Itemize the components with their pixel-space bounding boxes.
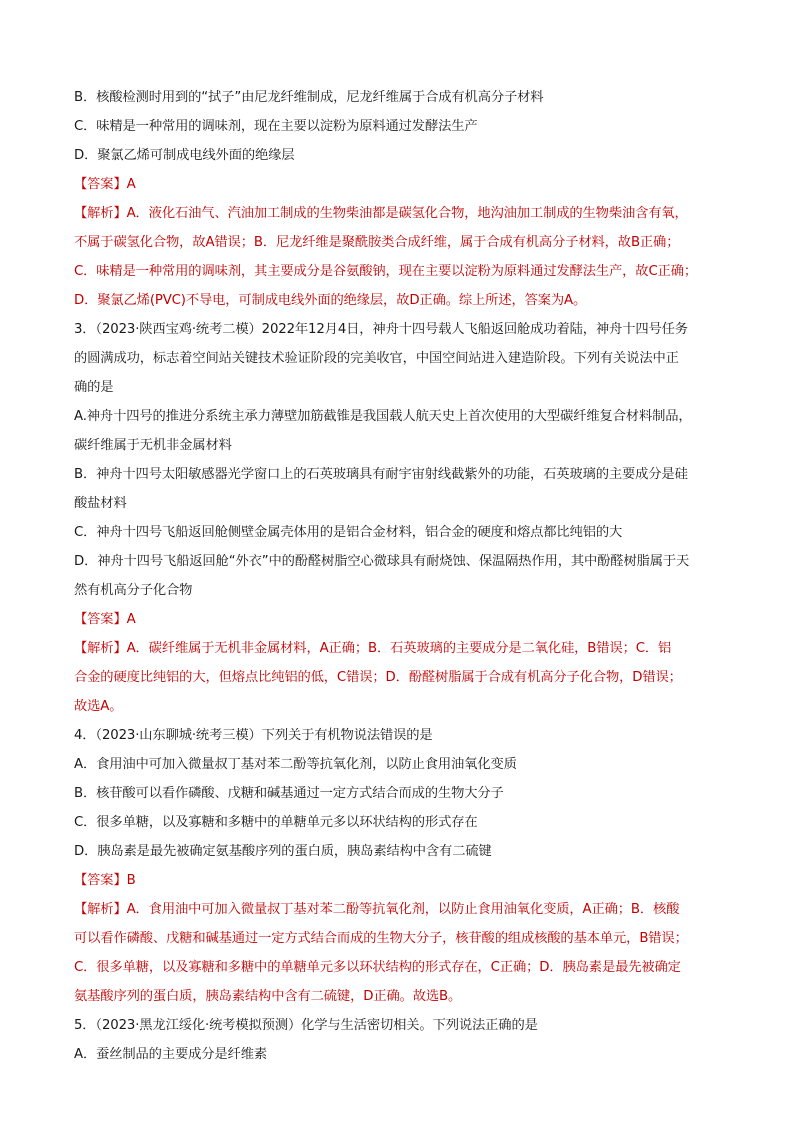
q4-answer-line — [74, 871, 724, 891]
q4-analysis-line-4: 氨基酸序列的蛋白质，胰岛素结构中含有二硫键，D正确。故选B。 — [74, 989, 462, 1004]
q3-answer-value: A — [126, 612, 136, 627]
q2-option-d: D．聚氯乙烯可制成电线外面的绝缘层 — [74, 148, 295, 163]
q5-stem: 5．（2023·黑龙江绥化·统考模拟预测）化学与生活密切相关。下列说法正确的是 — [74, 1018, 538, 1033]
q2-analysis-line-1: 【解析】A．液化石油气、汽油加工制成的生物柴油都是碳氢化合物，地沟油加工制成的生物柴油含有氧， — [74, 206, 688, 221]
answer-tag: 【答案】 — [74, 177, 127, 192]
q2-analysis-line-2: 不属于碳氢化合物，故A错误；B．尼龙纤维是聚酰胺类合成纤维，属于合成有机高分子材料，故B正确； — [74, 235, 680, 250]
answer-tag: 【答案】 — [74, 873, 127, 888]
q3-option-a-line-1: A.神舟十四号的推进分系统主承力薄壁加筋截锥是我国载人航天史上首次使用的大型碳纤维复合材料制品， — [74, 409, 692, 424]
q2-analysis-line-4: D．聚氯乙烯(PVC)不导电，可制成电线外面的绝缘层，故D正确。综上所述，答案为A。 — [74, 293, 587, 308]
q2-analysis-line-3: C．味精是一种常用的调味剂，其主要成分是谷氨酸钠，现在主要以淀粉为原料通过发酵法生产，故C正确； — [74, 264, 698, 279]
q4-analysis-line-1: 【解析】A．食用油中可加入微量叔丁基对苯二酚等抗氧化剂，以防止食用油氧化变质，A正确；B．核酸 — [74, 902, 680, 917]
q3-option-d-line-2: 然有机高分子化合物 — [74, 583, 193, 598]
q3-stem-line-1: 3．（2023·陕西宝鸡·统考二模）2022年12月4日，神舟十四号载人飞船返回舱成功着陆，神舟十四号任务 — [74, 322, 688, 337]
q3-analysis-line-2: 合金的硬度比纯铝的大，但熔点比纯铝的低，C错误；D．酚醛树脂属于合成有机高分子化合物，D错误； — [74, 670, 682, 685]
q3-stem-line-3: 确的是 — [74, 380, 114, 395]
q3-option-c: C．神舟十四号飞船返回舱侧壁金属壳体用的是铝合金材料，铝合金的硬度和熔点都比纯铝的大 — [74, 525, 623, 540]
q4-option-d: D．胰岛素是最先被确定氨基酸序列的蛋白质，胰岛素结构中含有二硫键 — [74, 844, 492, 859]
q3-option-b-line-2: 酸盐材料 — [74, 496, 127, 511]
q2-option-c: C．味精是一种常用的调味剂，现在主要以淀粉为原料通过发酵法生产 — [74, 119, 478, 134]
q3-analysis-line-1: 【解析】A．碳纤维属于无机非金属材料，A正确；B．石英玻璃的主要成分是二氧化硅，B错误；C．铝 — [74, 641, 672, 656]
q4-option-c: C．很多单糖，以及寡糖和多糖中的单糖单元多以环状结构的形式存在 — [74, 815, 478, 830]
q2-answer-line — [74, 175, 724, 195]
q3-option-d-line-1: D．神舟十四号飞船返回舱“外衣”中的酚醛树脂空心微球具有耐烧蚀、保温隔热作用，其中酚醛树脂属于天 — [74, 554, 690, 569]
q3-option-b-line-1: B．神舟十四号太阳敏感器光学窗口上的石英玻璃具有耐宇宙射线截紫外的功能，石英玻璃的主要成分是硅 — [74, 467, 688, 482]
q4-option-a: A．食用油中可加入微量叔丁基对苯二酚等抗氧化剂，以防止食用油氧化变质 — [74, 757, 517, 772]
q2-option-b: B．核酸检测时用到的“拭子”由尼龙纤维制成，尼龙纤维属于合成有机高分子材料 — [74, 90, 544, 105]
q2-answer-value: A — [126, 177, 136, 192]
q4-answer-value: B — [126, 873, 136, 888]
q3-analysis-line-3: 故选A。 — [74, 699, 123, 714]
analysis-tag: 【解析】 — [74, 902, 127, 917]
q4-analysis-line-3: C．很多单糖，以及寡糖和多糖中的单糖单元多以环状结构的形式存在，C正确；D．胰岛素是最先被确定 — [74, 960, 681, 975]
analysis-tag: 【解析】 — [74, 641, 127, 656]
q3-option-a-line-2: 碳纤维属于无机非金属材料 — [74, 438, 232, 453]
q3-stem-line-2: 的圆满成功，标志着空间站关键技术验证阶段的完美收官，中国空间站进入建造阶段。下列有关说法中正 — [74, 351, 679, 366]
q4-analysis-line-2: 可以看作磷酸、戊糖和碱基通过一定方式结合而成的生物大分子，核苷酸的组成核酸的基本单元，B错误； — [74, 931, 688, 946]
analysis-tag: 【解析】 — [74, 206, 127, 221]
q3-answer-line — [74, 610, 724, 630]
q4-stem: 4．（2023·山东聊城·统考三模）下列关于有机物说法错误的是 — [74, 728, 433, 743]
q4-option-b: B．核苷酸可以看作磷酸、戊糖和碱基通过一定方式结合而成的生物大分子 — [74, 786, 504, 801]
answer-tag: 【答案】 — [74, 612, 127, 627]
q5-option-a: A．蚕丝制品的主要成分是纤维素 — [74, 1047, 268, 1062]
